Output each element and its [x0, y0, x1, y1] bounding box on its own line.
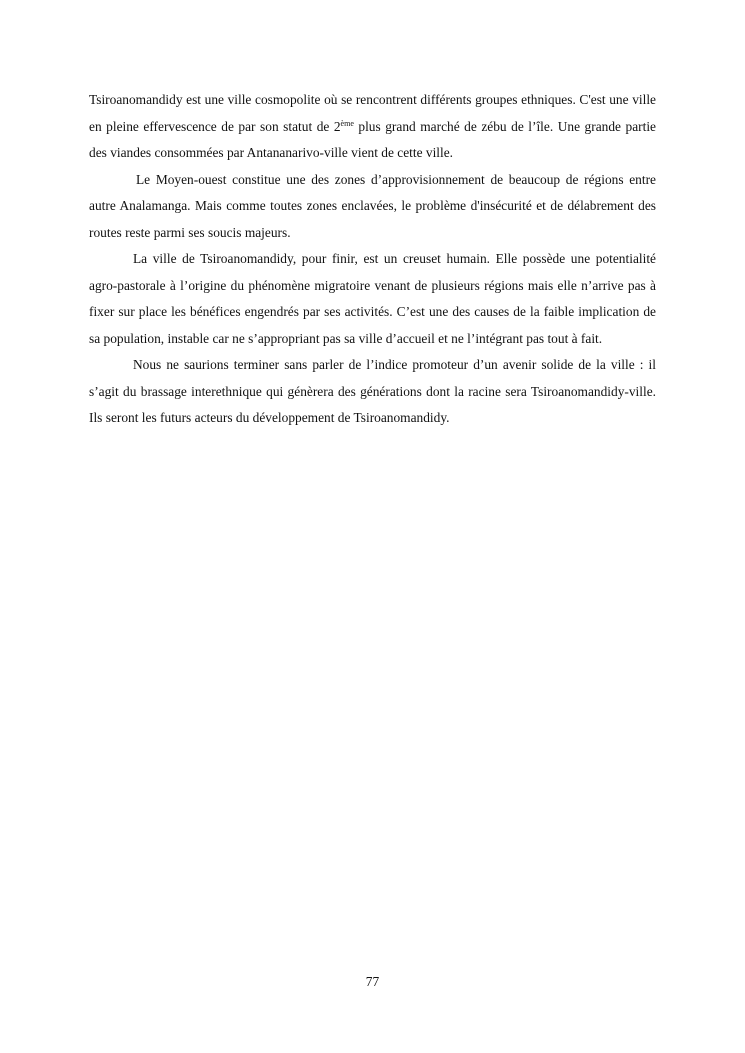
paragraph-1 — [89, 87, 656, 167]
paragraph-4: Nous ne saurions terminer sans parler de l’indice promoteur d’un avenir solide de la ville : il s’agit du brassage interethnique qui génèrera des générations dont la racine sera Tsiroanomandidy-ville. Ils seront les futurs acteurs du développement de Tsiroanomandidy. — [89, 357, 656, 425]
paragraph-3: La ville de Tsiroanomandidy, pour finir, est un creuset humain. Elle possède une potentialité agro-pastorale à l’origine du phénomène migratoire venant de plusieurs régions mais elle n’arrive pas à fixer sur place les bénéfices engendrés par ses activités. C’est une des causes de la faible implication de sa population, instable car ne s’appropriant pas sa ville d’accueil et ne l’intégrant pas tout à fait. — [89, 251, 656, 346]
body-text — [89, 87, 656, 432]
superscript-eme: ème — [340, 118, 354, 128]
paragraph-2: Le Moyen-ouest constitue une des zones d’approvisionnement de beaucoup de régions entre autre Analamanga. Mais comme toutes zones enclavées, le problème d'insécurité et de délabrement des routes reste parmi ses soucis majeurs. — [89, 171, 656, 240]
page-number: 77 — [365, 974, 380, 989]
paragraph-1-text-end: plus grand marché de zébu de l’île. Une grande partie des viandes consommées par Antananarivo-ville vient de cette ville. — [89, 118, 656, 160]
paragraph-1-text: Tsiroanomandidy est une ville cosmopolite où se rencontrent différents groupes ethniques. C'est une ville en pleine effervescence de par son statut de 2 — [89, 92, 656, 134]
